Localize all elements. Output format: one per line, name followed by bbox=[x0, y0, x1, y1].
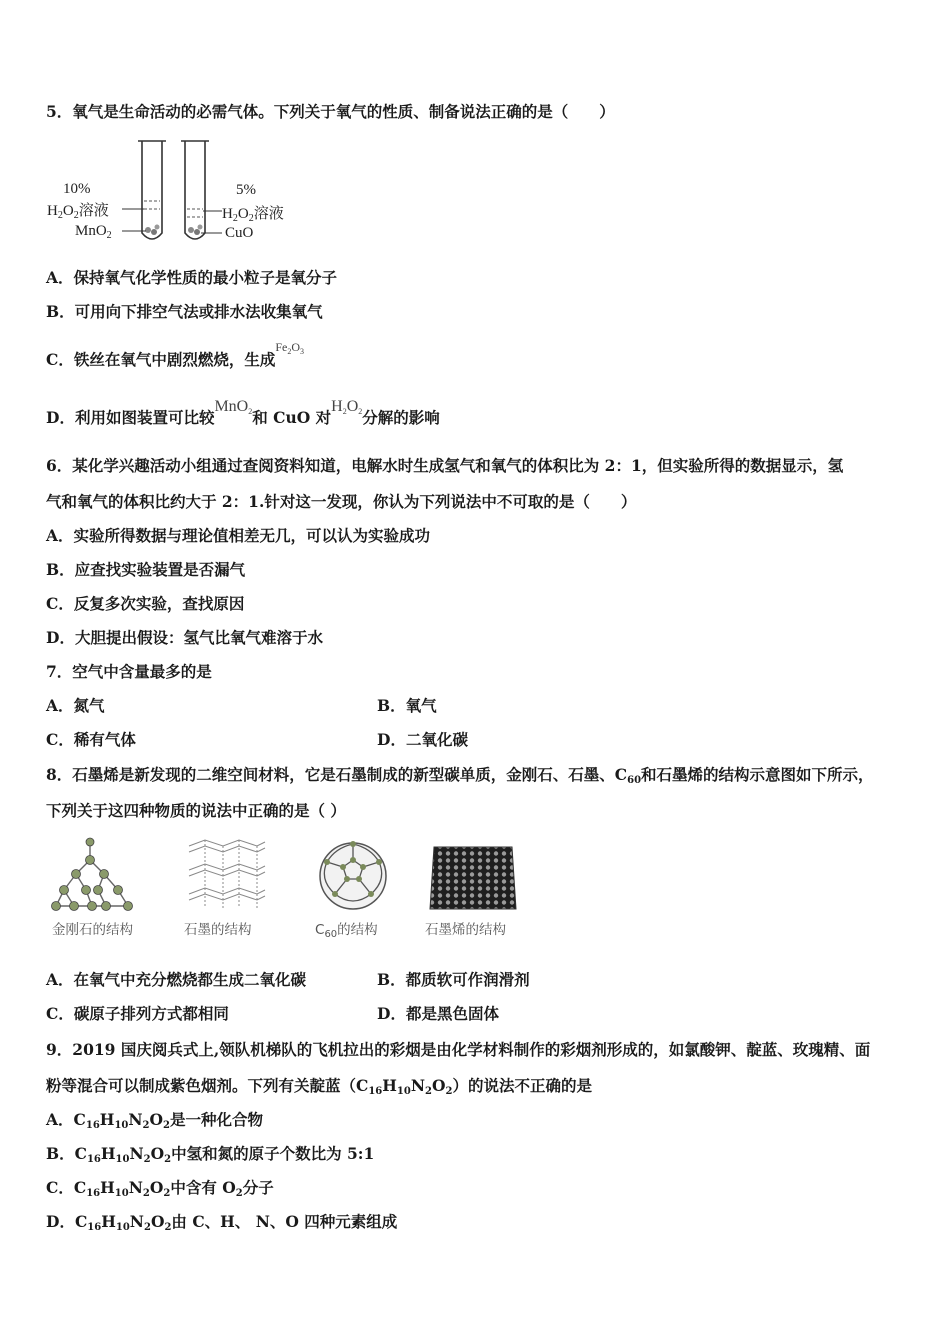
q7-stem: 7．空气中含量最多的是 bbox=[46, 662, 212, 681]
c60-structure-image bbox=[315, 836, 395, 916]
q6-option-d: D．大胆提出假设：氢气比氧气难溶于水 bbox=[46, 628, 323, 647]
right-solution-label: $H_2O_2$溶液 bbox=[222, 206, 284, 224]
left-solution-label: $H_2O_2$溶液 bbox=[47, 203, 109, 221]
q8-option-b: B．都质软可作润滑剂 bbox=[377, 970, 530, 989]
right-concentration: 5% bbox=[236, 182, 256, 198]
caption-graphene: 石墨烯的结构 bbox=[425, 922, 506, 938]
q9-option-b: B．$C_{16}H_{10}N_2O_2$中氢和氮的原子个数比为 5:1 bbox=[46, 1144, 375, 1165]
q8-stem-line1: 8．石墨烯是新发现的二维空间材料，它是石墨制成的新型碳单质，金刚石、石墨、$C_{60}$和石墨烯的结构示意图如下所示， bbox=[46, 765, 874, 786]
q7-option-d: D．二氧化碳 bbox=[377, 730, 468, 749]
q7-option-b: B．氧气 bbox=[377, 696, 437, 715]
q9-stem-line2: 粉等混合可以制成紫色烟剂。下列有关靛蓝$(C_{16}H_{10}N_2O_2)$的说法不正确的是 bbox=[46, 1076, 592, 1097]
q7-option-c: C．稀有气体 bbox=[46, 730, 136, 749]
q8-option-c: C．碳原子排列方式都相同 bbox=[46, 1004, 229, 1023]
q6-stem-line1: 6．某化学兴趣活动小组通过查阅资料知道，电解水时生成氢气和氧气的体积比为 2：1，但实验所得的数据显示，氢 bbox=[46, 456, 844, 475]
q5-option-a: A．保持氧气化学性质的最小粒子是氧分子 bbox=[46, 268, 338, 287]
graphite-structure-image bbox=[185, 836, 270, 916]
q8-stem-line2: 下列关于这四种物质的说法中正确的是（ ） bbox=[46, 801, 346, 820]
graphene-structure-image bbox=[428, 843, 518, 913]
q7-option-a: A．氮气 bbox=[46, 696, 105, 715]
q6-option-a: A．实验所得数据与理论值相差无几，可以认为实验成功 bbox=[46, 526, 431, 545]
caption-c60: $C_{60}$的结构 bbox=[315, 922, 378, 940]
h2o2-formula: $H_2O_2$ bbox=[331, 398, 363, 416]
right-catalyst-label: CuO bbox=[225, 225, 254, 241]
q6-option-c: C．反复多次实验，查找原因 bbox=[46, 594, 245, 613]
q5-option-b: B．可用向下排空气法或排水法收集氧气 bbox=[46, 302, 323, 321]
diamond-structure-image bbox=[48, 836, 138, 916]
caption-graphite: 石墨的结构 bbox=[184, 922, 252, 938]
q8-option-d: D．都是黑色固体 bbox=[377, 1004, 499, 1023]
left-catalyst-label: MnO$_2$ bbox=[75, 223, 112, 241]
left-concentration: 10% bbox=[63, 181, 91, 197]
q9-stem-line1: 9．2019 国庆阅兵式上,领队机梯队的飞机拉出的彩烟是由化学材料制作的彩烟剂形成的，如氯酸钾、靛蓝、玫瑰精、面 bbox=[46, 1040, 871, 1059]
q5-stem: 5．氧气是生命活动的必需气体。下列关于氧气的性质、制备说法正确的是（ ） bbox=[46, 102, 615, 121]
q9-option-c: C．$C_{16}H_{10}N_2O_2$中含有 $O_2$分子 bbox=[46, 1178, 274, 1199]
q9-option-a: A．$C_{16}H_{10}N_2O_2$是一种化合物 bbox=[46, 1110, 264, 1131]
caption-diamond: 金刚石的结构 bbox=[52, 922, 133, 938]
fe2o3-formula: Fe2O3 bbox=[275, 340, 305, 356]
q5-option-d: D．利用如图装置可比较MnO$_2$和 CuO 对$H_2O_2$分解的影响 bbox=[46, 398, 440, 427]
mno2-formula: MnO$_2$ bbox=[214, 398, 253, 416]
q6-option-b: B．应查找实验装置是否漏气 bbox=[46, 560, 246, 579]
q5-option-c: C．铁丝在氧气中剧烈燃烧，生成$^{Fe_2O_3}$ bbox=[46, 340, 305, 369]
q9-option-d: D．$C_{16}H_{10}N_2O_2$由 C、H、 N、O 四种元素组成 bbox=[46, 1212, 398, 1233]
q6-stem-line2: 气和氧气的体积比约大于 2：1.针对这一发现，你认为下列说法中不可取的是（ ） bbox=[46, 492, 637, 511]
q8-option-a: A．在氧气中充分燃烧都生成二氧化碳 bbox=[46, 970, 307, 989]
